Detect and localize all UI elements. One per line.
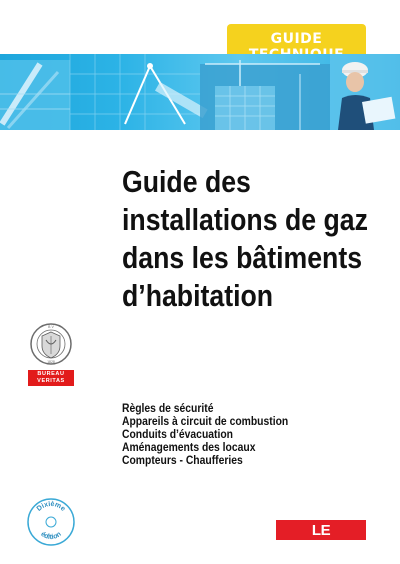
topic-item: Règles de sécurité	[122, 403, 214, 415]
building-illustration	[200, 60, 330, 130]
compass-illustration	[125, 63, 208, 124]
certifier-line1: BUREAU	[37, 371, 65, 377]
title-line: installations de gaz	[122, 202, 368, 237]
blueprint-illustration	[0, 60, 70, 130]
svg-text:B V: B V	[48, 325, 54, 329]
topic-item: Compteurs - Chaufferies	[122, 455, 243, 467]
topics-list	[122, 403, 307, 468]
cover-banner-photo	[0, 54, 400, 130]
title-line: d’habitation	[122, 278, 274, 313]
publisher-logo	[276, 520, 366, 556]
title-line: dans les bâtiments	[122, 240, 363, 275]
topic-item: Conduits d’évacuation	[122, 429, 233, 441]
engineer-illustration	[330, 54, 400, 130]
blueprint-grid	[70, 54, 200, 130]
topic-item: Appareils à circuit de combustion	[122, 416, 289, 428]
topic-item: Aménagements des locaux	[122, 442, 256, 454]
book-title	[122, 163, 368, 315]
bureau-veritas-seal-logo	[29, 318, 73, 376]
publisher-name: LE MONITEUR	[283, 522, 359, 556]
edition-line2: édition	[39, 530, 63, 542]
title-line: Guide des	[122, 164, 251, 199]
edition-badge	[26, 497, 76, 547]
series-tab	[227, 24, 366, 56]
bureau-veritas-wordmark	[28, 370, 74, 386]
series-label: GUIDE	[270, 31, 323, 47]
svg-text:1828: 1828	[47, 360, 55, 364]
certifier-line2: VERITAS	[37, 378, 65, 384]
edition-line1: Dixième	[35, 500, 67, 513]
